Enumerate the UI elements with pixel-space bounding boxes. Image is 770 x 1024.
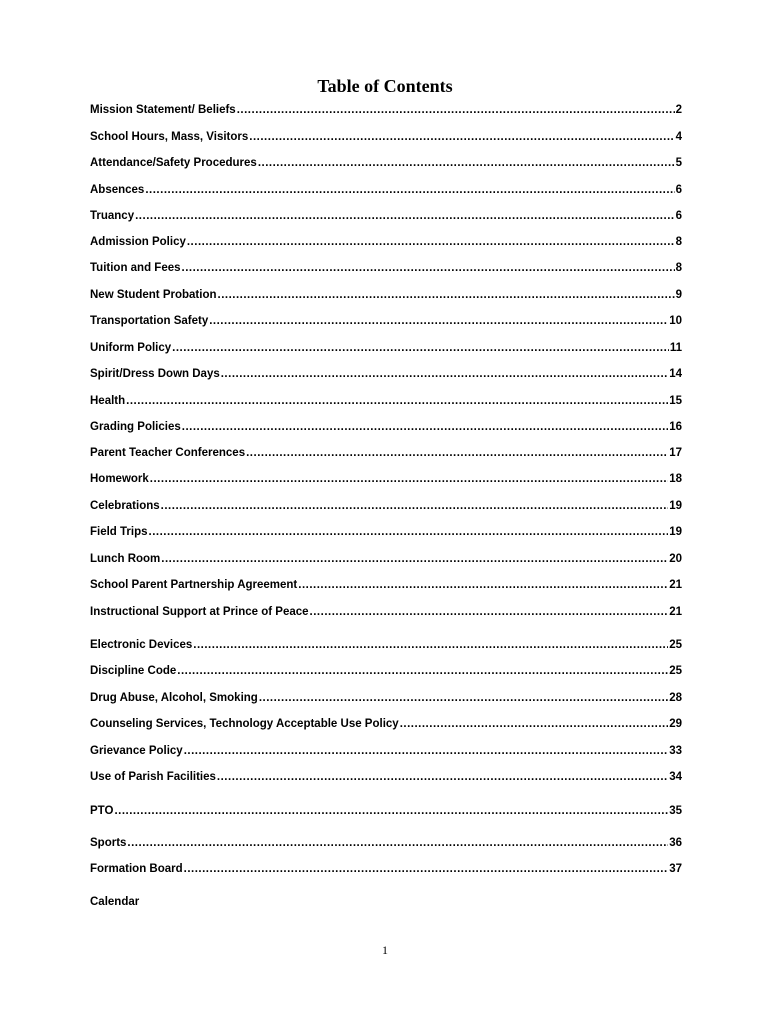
- toc-dot-leader: [145, 182, 674, 198]
- toc-entry-label: School Hours, Mass, Visitors: [90, 131, 249, 143]
- page-number: 1: [382, 943, 388, 957]
- toc-entry-label: Truancy: [90, 210, 135, 222]
- toc-dot-leader: [149, 524, 669, 540]
- toc-entry: [90, 129, 682, 145]
- toc-dot-leader: [217, 769, 668, 785]
- toc-entry-label: Parent Teacher Conferences: [90, 447, 246, 459]
- toc-dot-leader: [182, 260, 675, 276]
- toc-entry-page: 20: [669, 553, 682, 565]
- toc-entry-label: Lunch Room: [90, 553, 161, 565]
- toc-dot-leader: [135, 208, 674, 224]
- toc-dot-leader: [218, 287, 675, 303]
- toc-entry: [90, 102, 682, 118]
- toc-entry: [90, 234, 682, 250]
- toc-entry-label: Spirit/Dress Down Days: [90, 368, 220, 380]
- toc-entry: [90, 182, 682, 198]
- toc-entry-label: Grading Policies: [90, 421, 181, 433]
- toc-dot-leader: [161, 498, 669, 514]
- toc-entry: [90, 716, 682, 732]
- toc-entry: [90, 366, 682, 382]
- toc-entry: [90, 861, 682, 877]
- toc-dot-leader: [258, 155, 675, 171]
- toc-entry: [90, 287, 682, 303]
- toc-dot-leader: [237, 102, 675, 118]
- toc-entry-page: 33: [669, 745, 682, 757]
- toc-entry: [90, 663, 682, 679]
- toc-entry: [90, 340, 682, 356]
- toc-entry: [90, 894, 682, 910]
- toc-dot-leader: [177, 663, 668, 679]
- toc-dot-leader: [182, 419, 668, 435]
- toc-entry-label: Counseling Services, Technology Acceptable Use Policy: [90, 718, 399, 730]
- toc-entry: [90, 835, 682, 851]
- toc-entry-label: Instructional Support at Prince of Peace: [90, 606, 309, 618]
- toc-entry-page: 37: [669, 863, 682, 875]
- toc-entry-label: Health: [90, 395, 126, 407]
- toc-entry-label: New Student Probation: [90, 289, 217, 301]
- toc-entry-page: 6: [675, 210, 682, 222]
- toc-entry: [90, 498, 682, 514]
- toc-entry-label: Electronic Devices: [90, 639, 193, 651]
- toc-entry-page: 11: [669, 342, 682, 354]
- toc-entry-page: 19: [669, 500, 682, 512]
- toc-entry-label: Homework: [90, 473, 149, 485]
- toc-dot-leader: [161, 551, 668, 567]
- toc-dot-leader: [184, 743, 669, 759]
- toc-entry-label: Attendance/Safety Procedures: [90, 157, 257, 169]
- toc-entry-page: 21: [669, 579, 682, 591]
- toc-entry-page: 35: [669, 805, 682, 817]
- toc-entry-label: Transportation Safety: [90, 315, 209, 327]
- toc-dot-leader: [249, 129, 674, 145]
- toc-dot-leader: [400, 716, 669, 732]
- toc-entry: [90, 524, 682, 540]
- toc-dot-leader: [298, 577, 668, 593]
- toc-entry-page: 18: [669, 473, 682, 485]
- toc-entry-page: 19: [669, 526, 682, 538]
- toc-dot-leader: [209, 313, 668, 329]
- toc-entry-page: 8: [675, 236, 682, 248]
- toc-dot-leader: [127, 835, 668, 851]
- toc-entry: [90, 803, 682, 819]
- toc-entry-label: School Parent Partnership Agreement: [90, 579, 298, 591]
- toc-entry: [90, 208, 682, 224]
- toc-dot-leader: [114, 803, 668, 819]
- toc-entry: [90, 155, 682, 171]
- toc-entry: [90, 313, 682, 329]
- toc-entry-label: Formation Board: [90, 863, 183, 875]
- toc-entry: [90, 419, 682, 435]
- toc-dot-leader: [246, 445, 668, 461]
- toc-entry-label: Absences: [90, 184, 145, 196]
- toc-entry-page: 6: [675, 184, 682, 196]
- toc-dot-leader: [150, 471, 668, 487]
- toc-entry-label: Grievance Policy: [90, 745, 183, 757]
- toc-entry-page: 8: [675, 262, 682, 274]
- page-title: Table of Contents: [317, 76, 453, 96]
- toc-entry-label: Field Trips: [90, 526, 148, 538]
- toc-dot-leader: [187, 234, 675, 250]
- toc-dot-leader: [310, 604, 669, 620]
- toc-entry-page: 15: [669, 395, 682, 407]
- toc-entry: [90, 604, 682, 620]
- toc-entry-page: 14: [669, 368, 682, 380]
- toc-entry-label: Uniform Policy: [90, 342, 172, 354]
- toc-dot-leader: [126, 393, 668, 409]
- toc-entry-label: Calendar: [90, 896, 140, 908]
- toc-entry-page: 9: [675, 289, 682, 301]
- toc-entry: [90, 551, 682, 567]
- toc-entry: [90, 690, 682, 706]
- toc-entry-label: Tuition and Fees: [90, 262, 181, 274]
- toc-dot-leader: [193, 637, 668, 653]
- toc-entry-page: 4: [675, 131, 682, 143]
- toc-entry-label: Mission Statement/ Beliefs: [90, 104, 236, 116]
- toc-entry-page: 28: [669, 692, 682, 704]
- toc-entry: [90, 769, 682, 785]
- toc-entry-label: Celebrations: [90, 500, 160, 512]
- toc-entry-page: 2: [675, 104, 682, 116]
- toc-entry: [90, 637, 682, 653]
- toc-entry: [90, 471, 682, 487]
- toc-dot-leader: [172, 340, 669, 356]
- toc-entry-page: 17: [669, 447, 682, 459]
- toc-entry-page: 25: [669, 639, 682, 651]
- toc-dot-leader: [184, 861, 669, 877]
- toc-entry: [90, 260, 682, 276]
- toc-entry-page: 34: [669, 771, 682, 783]
- toc-entry-page: 29: [669, 718, 682, 730]
- toc-entry: [90, 743, 682, 759]
- toc-entry: [90, 393, 682, 409]
- toc-entry-page: 25: [669, 665, 682, 677]
- toc-entry-label: Sports: [90, 837, 127, 849]
- toc-entry-label: Use of Parish Facilities: [90, 771, 216, 783]
- toc-entry-page: 21: [669, 606, 682, 618]
- toc-entry-page: 10: [669, 315, 682, 327]
- toc-entry-label: PTO: [90, 805, 114, 817]
- toc-entry-page: 5: [675, 157, 682, 169]
- toc-dot-leader: [259, 690, 668, 706]
- toc-entry: [90, 445, 682, 461]
- toc-dot-leader: [221, 366, 668, 382]
- toc-entry-label: Drug Abuse, Alcohol, Smoking: [90, 692, 258, 704]
- toc-entry: [90, 577, 682, 593]
- toc-entry-label: Admission Policy: [90, 236, 186, 248]
- toc-entry-page: 36: [669, 837, 682, 849]
- toc-entry-page: 16: [669, 421, 682, 433]
- toc-entry-label: Discipline Code: [90, 665, 177, 677]
